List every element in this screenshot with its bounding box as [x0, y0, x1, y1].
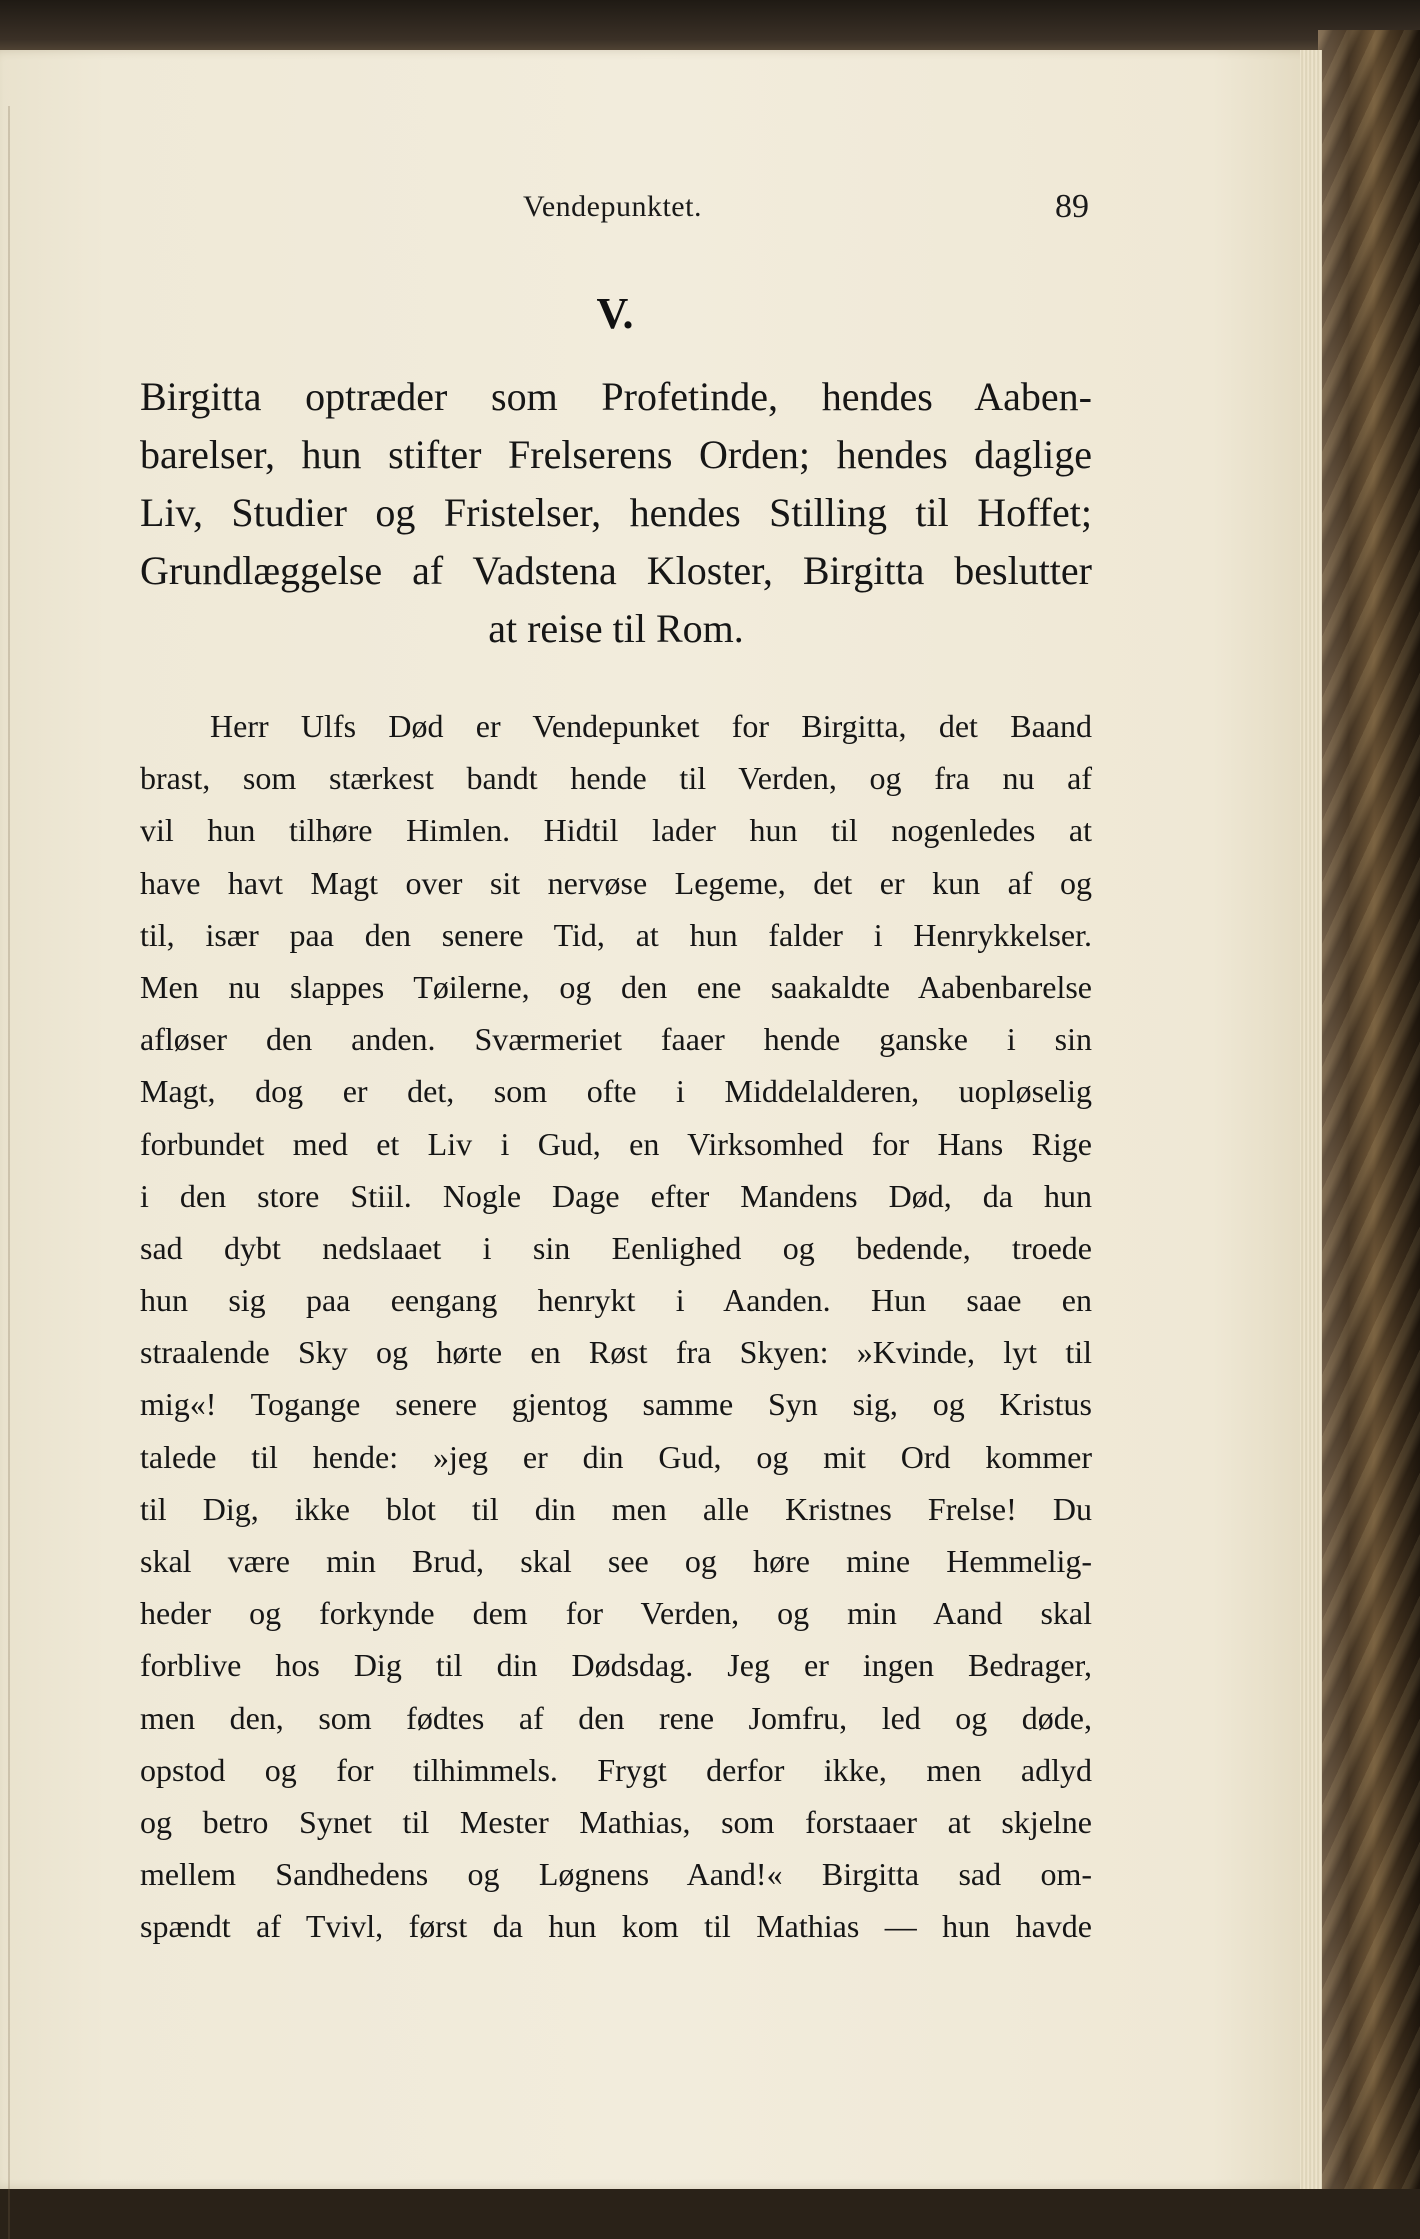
summary-line: Liv, Studier og Fristelser, hendes Stilling til Hoffet;	[140, 490, 1092, 535]
body-line: mellem Sandhedens og Løgnens Aand!« Birgitta sad om-	[140, 1856, 1092, 1893]
body-line: talede til hende: »jeg er din Gud, og mit Ord kommer	[140, 1438, 1092, 1475]
body-line: skal være min Brud, skal see og høre mine Hemmelig-	[140, 1543, 1092, 1579]
body-line: sad dybt nedslaaet i sin Eenlighed og bedende, troede	[140, 1229, 1092, 1266]
page-number: 89	[1055, 188, 1089, 225]
body-line: spændt af Tvivl, først da hun kom til Mathias — hun havde	[140, 1908, 1092, 1945]
body-line: Men nu slappes Tøilerne, og den ene saakaldte Aabenbarelse	[140, 968, 1092, 1005]
summary-line: barelser, hun stifter Frelserens Orden; hendes daglige	[140, 432, 1092, 477]
body-line: til, især paa den senere Tid, at hun falder i Henrykkelser.	[140, 916, 1092, 953]
summary-line: at reise til Rom.	[488, 606, 744, 651]
body-line: afløser den anden. Sværmeriet faaer hende ganske i sin	[140, 1021, 1092, 1058]
body-line: have havt Magt over sit nervøse Legeme, det er kun af og	[140, 864, 1092, 901]
body-line: Magt, dog er det, som ofte i Middelalderen, uopløselig	[140, 1073, 1092, 1110]
running-head: Vendepunktet.	[523, 190, 702, 223]
summary-line: Birgitta optræder som Profetinde, hendes Aaben-	[140, 374, 1092, 419]
body-line: heder og forkynde dem for Verden, og min Aand skal	[140, 1595, 1092, 1632]
chapter-summary	[140, 368, 1092, 658]
book-top-edge	[0, 0, 1420, 56]
summary-line: Grundlæggelse af Vadstena Kloster, Birgitta beslutter	[140, 548, 1092, 593]
body-line: mig«! Togange senere gjentog samme Syn sig, og Kristus	[140, 1386, 1092, 1423]
body-line: opstod og for tilhimmels. Frygt derfor ikke, men adlyd	[140, 1751, 1092, 1788]
body-line: forbundet med et Liv i Gud, en Virksomhed for Hans Rige	[140, 1125, 1092, 1162]
body-line: hun sig paa eengang henrykt i Aanden. Hun saae en	[140, 1282, 1092, 1319]
body-line: til Dig, ikke blot til din men alle Kristnes Frelse! Du	[140, 1490, 1092, 1527]
chapter-number: V.	[596, 289, 634, 338]
page-fore-edge	[1300, 50, 1322, 2189]
body-line: men den, som fødtes af den rene Jomfru, led og døde,	[140, 1699, 1092, 1736]
body-line: Herr Ulfs Død er Vendepunket for Birgitta, det Baand	[210, 708, 1092, 744]
body-line: forblive hos Dig til din Dødsdag. Jeg er ingen Bedrager,	[140, 1647, 1092, 1684]
body-line: straalende Sky og hørte en Røst fra Skyen: »Kvinde, lyt til	[140, 1334, 1092, 1371]
body-line: i den store Stiil. Nogle Dage efter Mandens Død, da hun	[140, 1177, 1092, 1214]
body-line: brast, som stærkest bandt hende til Verden, og fra nu af	[140, 760, 1092, 797]
body-text	[140, 700, 1092, 1953]
page-gutter	[8, 106, 10, 2239]
body-line: og betro Synet til Mester Mathias, som forstaaer at skjelne	[140, 1803, 1092, 1840]
page-header	[0, 190, 1318, 230]
book-cover-edge	[1318, 30, 1420, 2189]
body-line: vil hun tilhøre Himlen. Hidtil lader hun til nogenledes at	[140, 812, 1092, 849]
